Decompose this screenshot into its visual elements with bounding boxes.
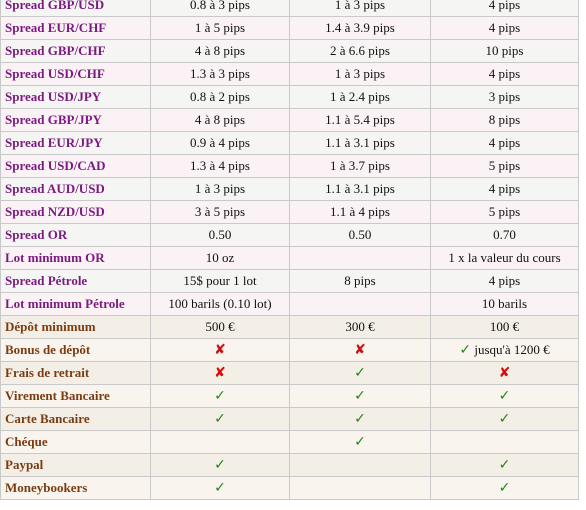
table-cell: 1 à 3.7 pips bbox=[290, 155, 431, 178]
table-row bbox=[1, 17, 579, 40]
row-label: Spread EUR/JPY bbox=[1, 132, 151, 155]
row-label: Spread USD/CHF bbox=[1, 63, 151, 86]
table-cell: 0.50 bbox=[151, 224, 290, 247]
table-cell: 4 à 8 pips bbox=[151, 40, 290, 63]
table-cell: 4 pips bbox=[431, 132, 579, 155]
check-icon: ✓ bbox=[459, 342, 472, 358]
table-cell bbox=[290, 477, 431, 500]
table-cell: 0.8 à 3 pips bbox=[151, 0, 290, 17]
check-icon: ✓ bbox=[431, 385, 579, 408]
table-cell: 500 € bbox=[151, 316, 290, 339]
table-row bbox=[1, 40, 579, 63]
table-row bbox=[1, 339, 579, 362]
table-row bbox=[1, 408, 579, 431]
table-row bbox=[1, 109, 579, 132]
row-label: Lot minimum Pétrole bbox=[1, 293, 151, 316]
row-label: Bonus de dépôt bbox=[1, 339, 151, 362]
table-cell bbox=[290, 293, 431, 316]
row-label: Lot minimum OR bbox=[1, 247, 151, 270]
cross-icon: ✘ bbox=[151, 362, 290, 385]
table-cell: 10 barils bbox=[431, 293, 579, 316]
table-cell: 1.4 à 3.9 pips bbox=[290, 17, 431, 40]
table-cell: 10 pips bbox=[431, 40, 579, 63]
check-icon: ✓ bbox=[431, 454, 579, 477]
table-cell: 0.8 à 2 pips bbox=[151, 86, 290, 109]
row-label: Paypal bbox=[1, 454, 151, 477]
table-row bbox=[1, 385, 579, 408]
table-cell: 0.70 bbox=[431, 224, 579, 247]
table-cell: 1 à 5 pips bbox=[151, 17, 290, 40]
table-cell: 1 x la valeur du cours bbox=[431, 247, 579, 270]
table-cell: 5 pips bbox=[431, 201, 579, 224]
table-row bbox=[1, 270, 579, 293]
table-cell: 3 à 5 pips bbox=[151, 201, 290, 224]
table-cell: 2 à 6.6 pips bbox=[290, 40, 431, 63]
table-cell: 1.3 à 3 pips bbox=[151, 63, 290, 86]
check-icon: ✓ bbox=[290, 408, 431, 431]
table-cell: 4 pips bbox=[431, 270, 579, 293]
table-cell: 1 à 3 pips bbox=[290, 0, 431, 17]
row-label: Spread AUD/USD bbox=[1, 178, 151, 201]
table-cell: 4 pips bbox=[431, 17, 579, 40]
table-row bbox=[1, 86, 579, 109]
table-cell: 1 à 2.4 pips bbox=[290, 86, 431, 109]
table-cell: 1 à 3 pips bbox=[151, 178, 290, 201]
row-label: Spread Pétrole bbox=[1, 270, 151, 293]
row-label: Chéque bbox=[1, 431, 151, 454]
table-row bbox=[1, 155, 579, 178]
table-row bbox=[1, 316, 579, 339]
check-icon: ✓ bbox=[290, 385, 431, 408]
cross-icon: ✘ bbox=[431, 362, 579, 385]
row-label: Spread USD/JPY bbox=[1, 86, 151, 109]
table-cell: 100 € bbox=[431, 316, 579, 339]
table-cell: 4 pips bbox=[431, 63, 579, 86]
table-cell bbox=[151, 431, 290, 454]
table-cell: 1.1 à 4 pips bbox=[290, 201, 431, 224]
table-row bbox=[1, 0, 579, 17]
row-label: Spread EUR/CHF bbox=[1, 17, 151, 40]
bonus-text: jusqu'à 1200 € bbox=[474, 342, 550, 357]
check-icon: ✓ bbox=[151, 385, 290, 408]
table-cell: 1.1 à 3.1 pips bbox=[290, 132, 431, 155]
table-cell: 1 à 3 pips bbox=[290, 63, 431, 86]
row-label: Dépôt minimum bbox=[1, 316, 151, 339]
table-cell: 4 à 8 pips bbox=[151, 109, 290, 132]
table-cell bbox=[431, 431, 579, 454]
table-cell: 4 pips bbox=[431, 0, 579, 17]
table-row bbox=[1, 477, 579, 500]
check-icon: ✓ bbox=[151, 477, 290, 500]
row-label: Virement Bancaire bbox=[1, 385, 151, 408]
table-cell: 0.50 bbox=[290, 224, 431, 247]
table-row bbox=[1, 293, 579, 316]
table-cell: 100 barils (0.10 lot) bbox=[151, 293, 290, 316]
check-icon: ✓ bbox=[290, 431, 431, 454]
table-cell: 1.3 à 4 pips bbox=[151, 155, 290, 178]
table-row bbox=[1, 201, 579, 224]
table-row bbox=[1, 63, 579, 86]
table-cell bbox=[431, 339, 579, 362]
table-cell: 10 oz bbox=[151, 247, 290, 270]
row-label: Spread OR bbox=[1, 224, 151, 247]
row-label: Frais de retrait bbox=[1, 362, 151, 385]
row-label: Spread GBP/CHF bbox=[1, 40, 151, 63]
table-cell: 8 pips bbox=[290, 270, 431, 293]
check-icon: ✓ bbox=[151, 408, 290, 431]
table-cell: 1.1 à 5.4 pips bbox=[290, 109, 431, 132]
table-cell bbox=[290, 247, 431, 270]
table-row bbox=[1, 132, 579, 155]
table-cell: 4 pips bbox=[431, 178, 579, 201]
table-row bbox=[1, 362, 579, 385]
table-cell bbox=[290, 454, 431, 477]
table-row bbox=[1, 431, 579, 454]
check-icon: ✓ bbox=[151, 454, 290, 477]
cross-icon: ✘ bbox=[290, 339, 431, 362]
row-label: Spread USD/CAD bbox=[1, 155, 151, 178]
table-cell: 1.1 à 3.1 pips bbox=[290, 178, 431, 201]
table-row bbox=[1, 247, 579, 270]
cross-icon: ✘ bbox=[151, 339, 290, 362]
table-row bbox=[1, 178, 579, 201]
table-cell: 8 pips bbox=[431, 109, 579, 132]
table-row bbox=[1, 454, 579, 477]
check-icon: ✓ bbox=[431, 477, 579, 500]
table-cell: 300 € bbox=[290, 316, 431, 339]
check-icon: ✓ bbox=[290, 362, 431, 385]
table-cell: 5 pips bbox=[431, 155, 579, 178]
table-row bbox=[1, 224, 579, 247]
row-label: Spread GBP/USD bbox=[1, 0, 151, 17]
row-label: Spread GBP/JPY bbox=[1, 109, 151, 132]
row-label: Carte Bancaire bbox=[1, 408, 151, 431]
table-cell: 0.9 à 4 pips bbox=[151, 132, 290, 155]
row-label: Moneybookers bbox=[1, 477, 151, 500]
table-cell: 3 pips bbox=[431, 86, 579, 109]
table-cell: 15$ pour 1 lot bbox=[151, 270, 290, 293]
row-label: Spread NZD/USD bbox=[1, 201, 151, 224]
check-icon: ✓ bbox=[431, 408, 579, 431]
